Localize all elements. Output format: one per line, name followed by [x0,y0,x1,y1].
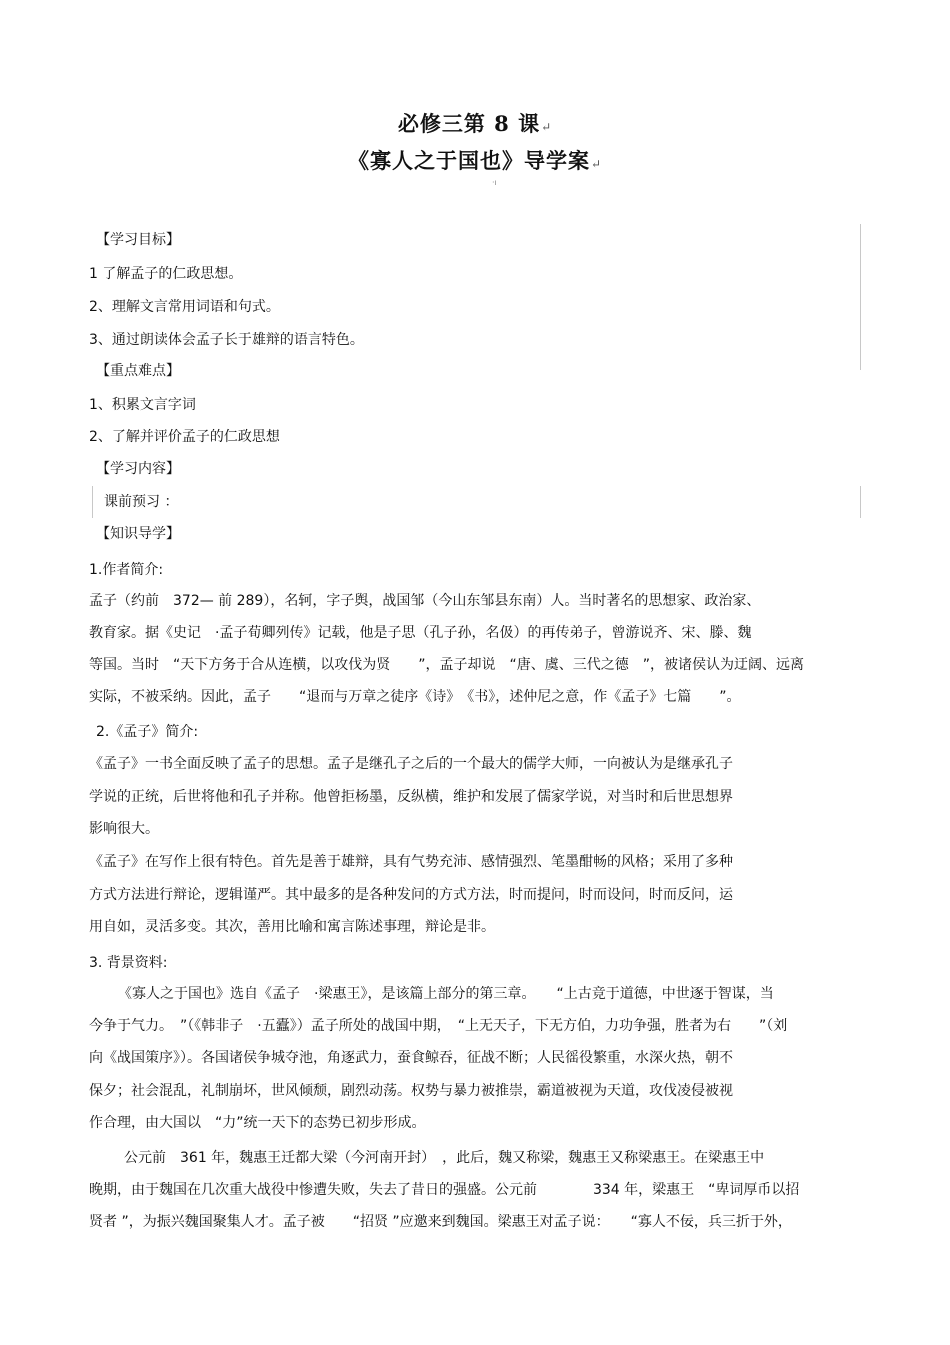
author-line: 等国。当时 “天下方务于合从连横，以攻伐为贤 ”，孟子却说 “唐、虞、三代之德 ”，被诸侯认为迂阔、远离 [89,657,805,673]
author-heading: 1.作者简介: [89,562,164,578]
history-line: 晚期，由于魏国在几次重大战役中惨遭失败，失去了昔日的强盛。公元前 334 年，梁惠王 “卑词厚币以招 [89,1182,800,1198]
background-line: 保夕；社会混乱，礼制崩坏，世风倾颓，剧烈动荡。权势与暴力被推崇，霸道被视为天道，攻伐凌侵被视 [89,1083,733,1099]
background-line: 作合理，由大国以 “力”统一天下的态势已初步形成。 [89,1115,426,1131]
title-line1-text: 必修三第 8 课 [397,111,541,136]
content-heading: 【学习内容】 [96,461,180,477]
book-line: 方式方法进行辩论，逻辑谨严。其中最多的是各种发问的方式方法，时而提问，时而设问，时而反问，运 [89,887,733,903]
background-line: 《寡人之于国也》选自《孟子 ·梁惠王》，是该篇上部分的第三章。 “上古竞于道德，中世逐于智谋，当 [118,986,774,1002]
background-line: 向《战国策序》）。各国诸侯争城夺池，角逐武力，蚕食鲸吞，征战不断；人民徭役繁重，水深火热，朝不 [89,1050,733,1066]
key-points-heading: 【重点难点】 [96,363,180,379]
objective-item-2: 2、理解文言常用词语和句式。 [89,299,280,315]
knowledge-heading: 【知识导学】 [96,526,180,542]
paragraph-mark-icon: ↵ [590,157,603,171]
author-line: 实际，不被采纳。因此，孟子 “退而与万章之徒序《诗》 《书》，述仲尼之意，作《孟子》七篇 ”。 [89,689,741,705]
history-line: 贤者 ”，为振兴魏国聚集人才。孟子被 “招贤 ”应邀来到魏国。梁惠王对孟子说： “寡人不佞，兵三折于外， [89,1214,792,1230]
objective-item-3: 3、通过朗读体会孟子长于雄辩的语言特色。 [89,332,364,348]
history-line: 公元前 361 年，魏惠王迁都大梁（今河南开封） ，此后，魏又称梁，魏惠王又称梁惠王。在梁惠王中 [124,1150,765,1166]
small-mark: ·ı [492,178,497,187]
key-point-item-2: 2、了解并评价孟子的仁政思想 [89,429,280,445]
background-heading: 3. 背景资料: [89,955,168,971]
frame-line-right-top [860,224,861,370]
document-title-line2 [0,145,950,175]
background-line: 今争于气力。 ”（《韩非子 ·五蠹》）孟子所处的战国中期， “上无天子，下无方伯，力功争强，胜者为右 ”（刘 [89,1018,788,1034]
book-heading: 2.《孟子》简介: [96,724,199,740]
author-line: 教育家。据《史记 ·孟子荀卿列传》记载，他是子思（孔子孙，名伋）的再传弟子，曾游说齐、宋、滕、魏 [89,625,752,641]
key-point-item-1: 1、积累文言字词 [89,397,196,413]
author-line: 孟子（约前 372— 前 289），名轲，字子舆，战国邹（今山东邹县东南）人。当时著名的思想家、政治家、 [89,593,761,609]
book-line: 《孟子》在写作上很有特色。首先是善于雄辩，具有气势充沛、感情强烈、笔墨酣畅的风格；采用了多种 [89,854,733,870]
paragraph-mark-icon: ↵ [541,120,553,134]
objective-item-1: 1 了解孟子的仁政思想。 [89,266,243,282]
book-line: 学说的正统，后世将他和孔子并称。他曾拒杨墨，反纵横，维护和发展了儒家学说，对当时和后世思想界 [89,789,733,805]
document-title-line1 [0,108,950,138]
book-line: 影响很大。 [89,821,159,837]
book-line: 用自如，灵活多变。其次，善用比喻和寓言陈述事理，辩论是非。 [89,919,495,935]
book-line: 《孟子》一书全面反映了孟子的思想。孟子是继孔子之后的一个最大的儒学大师，一向被认为是继承孔子 [89,756,733,772]
frame-line-left [92,486,93,518]
frame-line-right-bottom [860,486,861,518]
preview-label: 课前预习 ： [104,494,179,510]
objectives-heading: 【学习目标】 [96,232,180,248]
title-line2-text: 《寡人之于国也》导学案 [347,148,590,173]
